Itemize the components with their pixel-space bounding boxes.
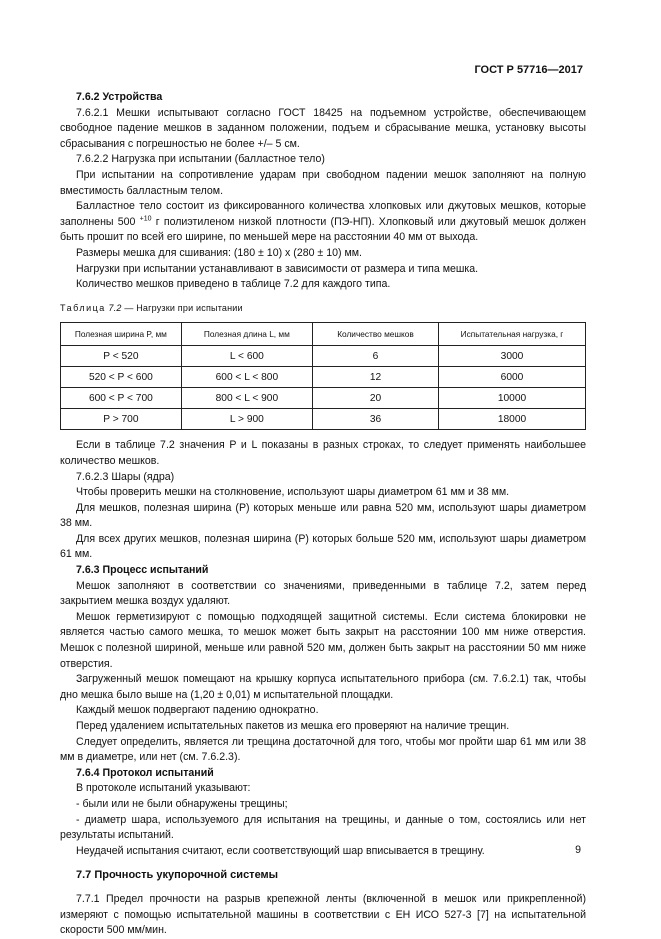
paragraph: Следует определить, является ли трещина достаточной для того, чтобы мог пройти шар 61 мм или 38 мм в диаметре, или нет (см. 7.6.2.3).: [60, 735, 586, 764]
table-cell: 36: [313, 409, 439, 430]
paragraph: Нагрузки при испытании устанавливают в зависимости от размера и типа мешка.: [76, 262, 479, 275]
table-cell: 3000: [439, 346, 586, 367]
table-caption-prefix: Таблица: [60, 302, 106, 313]
section-title-7-6-3: 7.6.3 Процесс испытаний: [76, 564, 209, 577]
table-header-cell: Испытательная нагрузка, г: [439, 323, 586, 346]
table-caption-number: 7.2: [108, 302, 122, 313]
paragraph: 7.6.2.1 Мешки испытывают согласно ГОСТ 18425 на подъемном устройстве, обеспечивающем свободное падение мешков в заданном положении, подъем и сбрасывание мешка, установку высоты сбрасывания с погрешностью не более +/– 5 см.: [60, 106, 586, 150]
paragraph: При испытании на сопротивление ударам при свободном падении мешок заполняют на полную вместимость балластным телом.: [60, 168, 586, 197]
table-cell: 600 < L < 800: [181, 367, 312, 388]
table-cell: 600 < P < 700: [61, 388, 182, 409]
table-cell: 10000: [439, 388, 586, 409]
section-title-7-6-4: 7.6.4 Протокол испытаний: [76, 766, 214, 779]
page-content: [60, 90, 586, 939]
paragraph: Чтобы проверить мешки на столкновение, используют шары диаметром 61 мм и 38 мм.: [76, 486, 510, 499]
table-cell: 6: [313, 346, 439, 367]
paragraph: Каждый мешок подвергают падению однократно.: [76, 704, 319, 717]
paragraph: В протоколе испытаний указывают:: [76, 782, 251, 795]
table-cell: 520 < P < 600: [61, 367, 182, 388]
table-caption-text: — Нагрузки при испытании: [124, 302, 243, 313]
list-item: - диаметр шара, используемого для испытания на трещины, и данные о том, состоялись или нет результаты испытаний.: [60, 813, 586, 842]
table-cell: 800 < L < 900: [181, 388, 312, 409]
paragraph: Количество мешков приведено в таблице 7.2 для каждого типа.: [76, 278, 391, 291]
table-cell: L > 900: [181, 409, 312, 430]
table-cell: L < 600: [181, 346, 312, 367]
paragraph: Если в таблице 7.2 значения P и L показаны в разных строках, то следует применять наибольшее количество мешков.: [60, 439, 586, 467]
ballast-text-a: Балластное тело состоит из фиксированного количества хлопковых или джутовых мешков, которые заполнены 500: [60, 200, 586, 228]
section-title-7-6-2: 7.6.2 Устройства: [76, 91, 163, 103]
loads-table: [60, 322, 586, 430]
table-cell: 12: [313, 367, 439, 388]
paragraph: Для всех других мешков, полезная ширина (P) которых больше 520 мм, используют шары диаметром 61 мм.: [60, 532, 586, 561]
table-cell: P > 700: [61, 409, 182, 430]
document-id: ГОСТ Р 57716—2017: [474, 64, 583, 76]
table-cell: 6000: [439, 367, 586, 388]
list-item: - были или не были обнаружены трещины;: [76, 797, 288, 810]
ballast-tolerance: +10: [139, 215, 152, 223]
paragraph: Для мешков, полезная ширина (P) которых меньше или равна 520 мм, используют шары диаметром 38 мм.: [60, 501, 586, 530]
table-row: [61, 367, 586, 388]
table-header-cell: Полезная длина L, мм: [181, 323, 312, 346]
table-cell: 18000: [439, 409, 586, 430]
paragraph: 7.7.1 Предел прочности на разрыв крепежной ленты (включенной в мешок или прикрепленной) измеряют с помощью испытательной машины в соответствии с ЕН ИСО 527-3 [7] на испытательной скорости 500 мм/мин.: [60, 892, 586, 937]
paragraph-ballast: [60, 199, 586, 246]
paragraph: 7.6.2.3 Шары (ядра): [76, 470, 175, 483]
paragraph: 7.6.2.2 Нагрузка при испытании (балластное тело): [76, 153, 325, 166]
page-number: 9: [575, 844, 581, 856]
paragraph: Мешок герметизируют с помощью подходящей защитной системы. Если система блокировки не является частью самого мешка, то мешок может быть закрыт на расстоянии 100 мм ниже отверстия. Мешок с полезной шириной, меньше или равной 520 мм, должен быть закрыт на расстоянии 50 мм ниже отверстия.: [60, 610, 586, 670]
table-row: [61, 388, 586, 409]
table-header-cell: Количество мешков: [313, 323, 439, 346]
table-row: [61, 409, 586, 430]
paragraph: Загруженный мешок помещают на крышку корпуса испытательного прибора (см. 7.6.2.1) так, чтобы дно мешка было выше на (1,20 ± 0,01) м испытательной площадки.: [60, 673, 586, 701]
paragraph: Мешок заполняют в соответствии со значениями, приведенными в таблице 7.2, затем перед закрытием мешка воздух удаляют.: [60, 579, 586, 608]
ballast-text-b: г полиэтиленом низкой плотности (ПЭ-НП). Хлопковый или джутовый мешок должен быть прошит по всей его ширине, по меньшей мере на расстоянии 40 мм от выхода.: [60, 215, 586, 244]
table-row: [61, 346, 586, 367]
paragraph: Неудачей испытания считают, если соответствующий шар вписывается в трещину.: [76, 844, 485, 857]
table-caption: [60, 301, 586, 317]
table-header-cell: Полезная ширина P, мм: [61, 323, 182, 346]
table-header-row: [61, 323, 586, 346]
section-title-7-7: 7.7 Прочность укупорочной системы: [76, 869, 279, 882]
paragraph: Перед удалением испытательных пакетов из мешка его проверяют на наличие трещин.: [76, 720, 510, 732]
paragraph: Размеры мешка для сшивания: (180 ± 10) x (280 ± 10) мм.: [76, 246, 362, 259]
table-cell: 20: [313, 388, 439, 409]
table-cell: P < 520: [61, 346, 182, 367]
